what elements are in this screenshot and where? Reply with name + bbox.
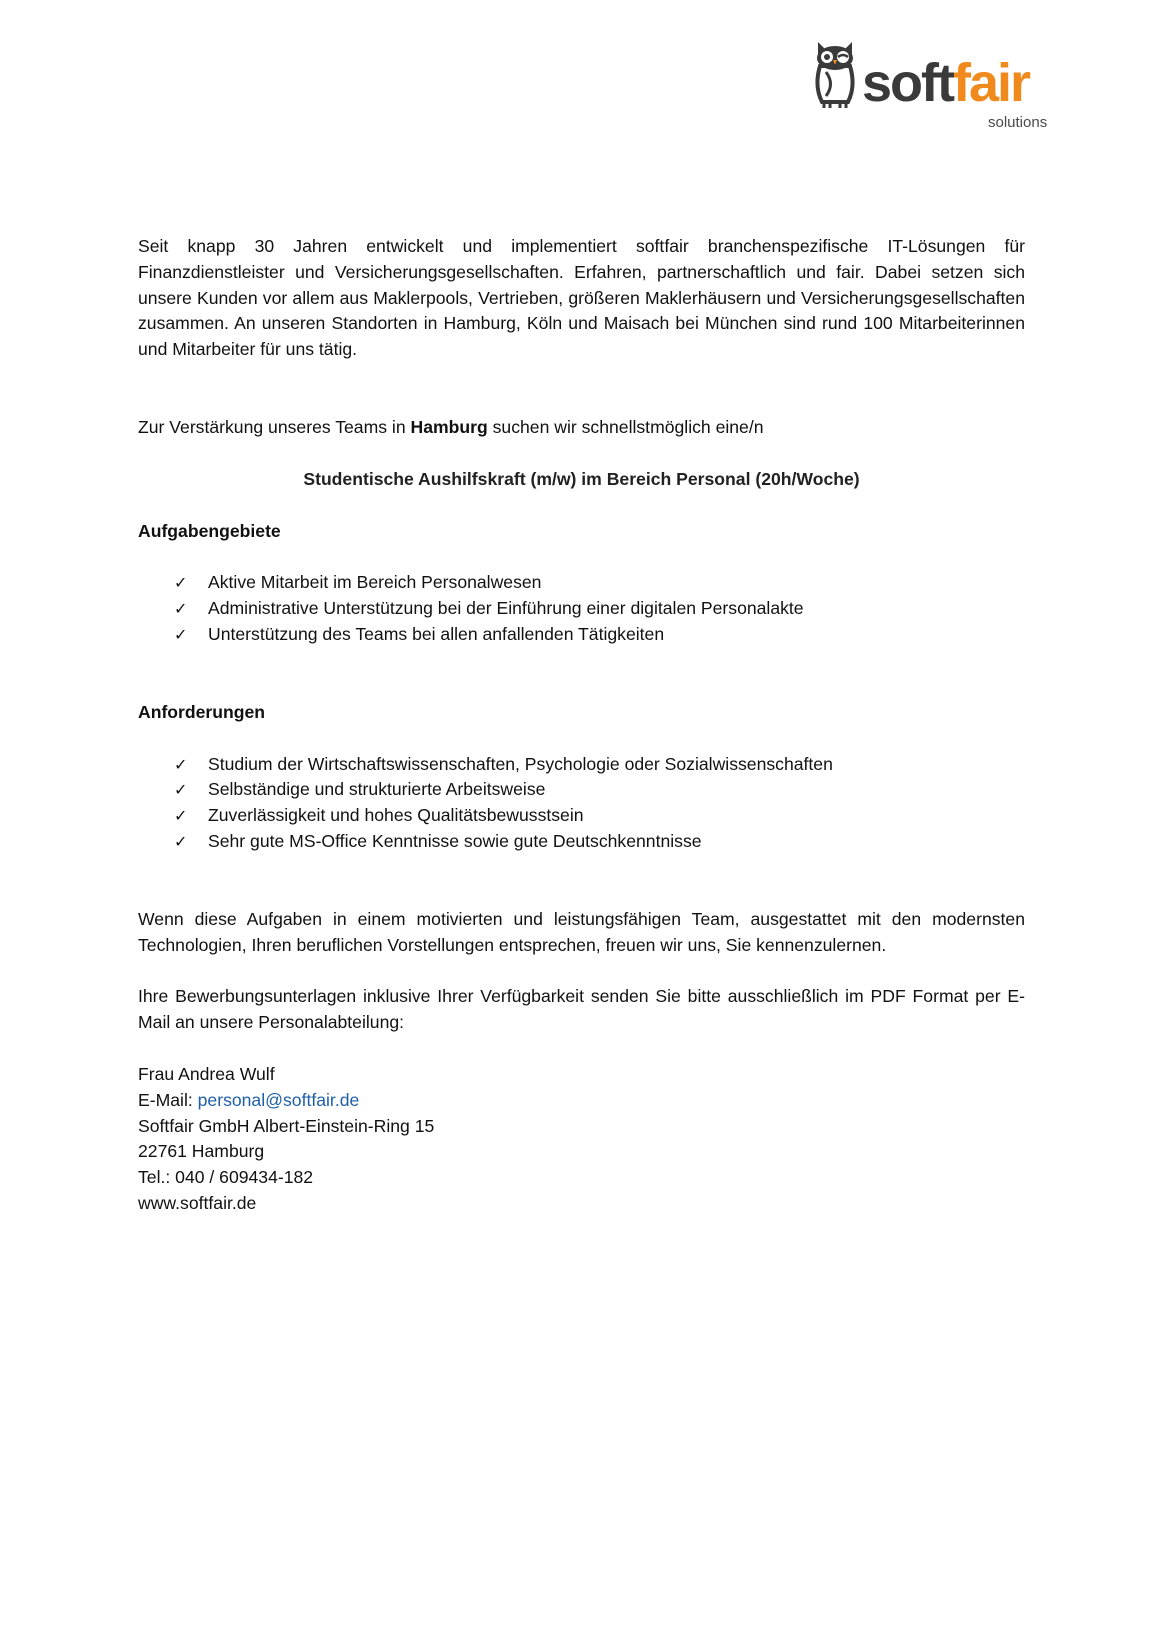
document-body	[138, 234, 1025, 1217]
application-paragraph: Ihre Bewerbungsunterlagen inklusive Ihrer Verfügbarkeit senden Sie bitte ausschließlich im PDF Format per E-Mail an unsere Personalabteilung:	[138, 986, 1025, 1033]
list-item	[138, 596, 1025, 622]
lead-after: suchen wir schnellstmöglich eine/n	[487, 416, 764, 437]
check-icon: ✓	[174, 573, 188, 593]
contact-city: 22761 Hamburg	[138, 1141, 265, 1162]
brand-fair: fair	[952, 53, 1030, 113]
brand-subtitle: solutions	[988, 114, 1048, 131]
list-item-text: Aktive Mitarbeit im Bereich Personalwesen	[208, 572, 542, 593]
list-item-text: Sehr gute MS-Office Kenntnisse sowie gute Deutschkenntnisse	[208, 830, 702, 851]
contact-website[interactable]: www.softfair.de	[138, 1192, 257, 1213]
brand-soft: soft	[862, 53, 953, 113]
check-icon: ✓	[174, 754, 188, 774]
requirements-list	[138, 752, 1025, 855]
closing-paragraph: Wenn diese Aufgaben in einem motivierten und leistungsfähigen Team, ausgestattet mit den modernsten Technologien, Ihren beruflichen Vorstellungen entsprechen, freuen wir uns, Sie kennenzulernen.	[138, 908, 1025, 955]
job-title: Studentische Aushilfskraft (m/w) im Bereich Personal (20h/Woche)	[303, 468, 860, 489]
list-item-text: Selbständige und strukturierte Arbeitsweise	[208, 779, 546, 800]
email-link[interactable]: personal@softfair.de	[197, 1089, 360, 1110]
contact-phone: Tel.: 040 / 609434-182	[138, 1167, 314, 1188]
contact-name: Frau Andrea Wulf	[138, 1063, 275, 1084]
contact-company: Softfair GmbH Albert-Einstein-Ring 15	[138, 1115, 435, 1136]
softfair-logo	[812, 38, 1072, 134]
list-item-text: Zuverlässigkeit und hohes Qualitätsbewusstsein	[208, 805, 584, 826]
lead-city: Hamburg	[410, 416, 488, 437]
requirements-heading: Anforderungen	[138, 701, 266, 722]
email-label: E-Mail:	[138, 1089, 198, 1110]
intro-paragraph: Seit knapp 30 Jahren entwickelt und implementiert softfair branchenspezifische IT-Lösungen für Finanzdienstleister und Versicherungsgesellschaften. Erfahren, partnerschaftlich und fair. Dabei setzen sich unsere Kunden vor allem aus Maklerpools, Vertrieben, größeren Maklerhäusern und Versicherungsgesellschaften zusammen. An unseren Standorten in Hamburg, Köln und Maisach bei München sind rund 100 Mitarbeiterinnen und Mitarbeiter für uns tätig.	[138, 236, 1025, 360]
check-icon: ✓	[174, 599, 188, 619]
check-icon: ✓	[174, 831, 188, 851]
check-icon: ✓	[174, 780, 188, 800]
tasks-list	[138, 570, 1025, 647]
list-item	[138, 570, 1025, 596]
contact-email-line	[138, 1088, 1025, 1114]
list-item	[138, 803, 1025, 829]
check-icon: ✓	[174, 624, 188, 644]
list-item-text: Unterstützung des Teams bei allen anfallenden Tätigkeiten	[208, 623, 665, 644]
list-item	[138, 622, 1025, 648]
check-icon: ✓	[174, 806, 188, 826]
list-item	[138, 777, 1025, 803]
list-item	[138, 829, 1025, 855]
brand-name	[862, 52, 1029, 114]
lead-sentence	[138, 415, 1025, 441]
list-item-text: Studium der Wirtschaftswissenschaften, Psychologie oder Sozialwissenschaften	[208, 753, 833, 774]
lead-before: Zur Verstärkung unseres Teams in	[138, 416, 411, 437]
tasks-heading: Aufgabengebiete	[138, 520, 281, 541]
contact-block	[138, 1062, 1025, 1217]
list-item-text: Administrative Unterstützung bei der Einführung einer digitalen Personalakte	[208, 598, 804, 619]
owl-icon	[812, 38, 858, 110]
list-item	[138, 752, 1025, 778]
